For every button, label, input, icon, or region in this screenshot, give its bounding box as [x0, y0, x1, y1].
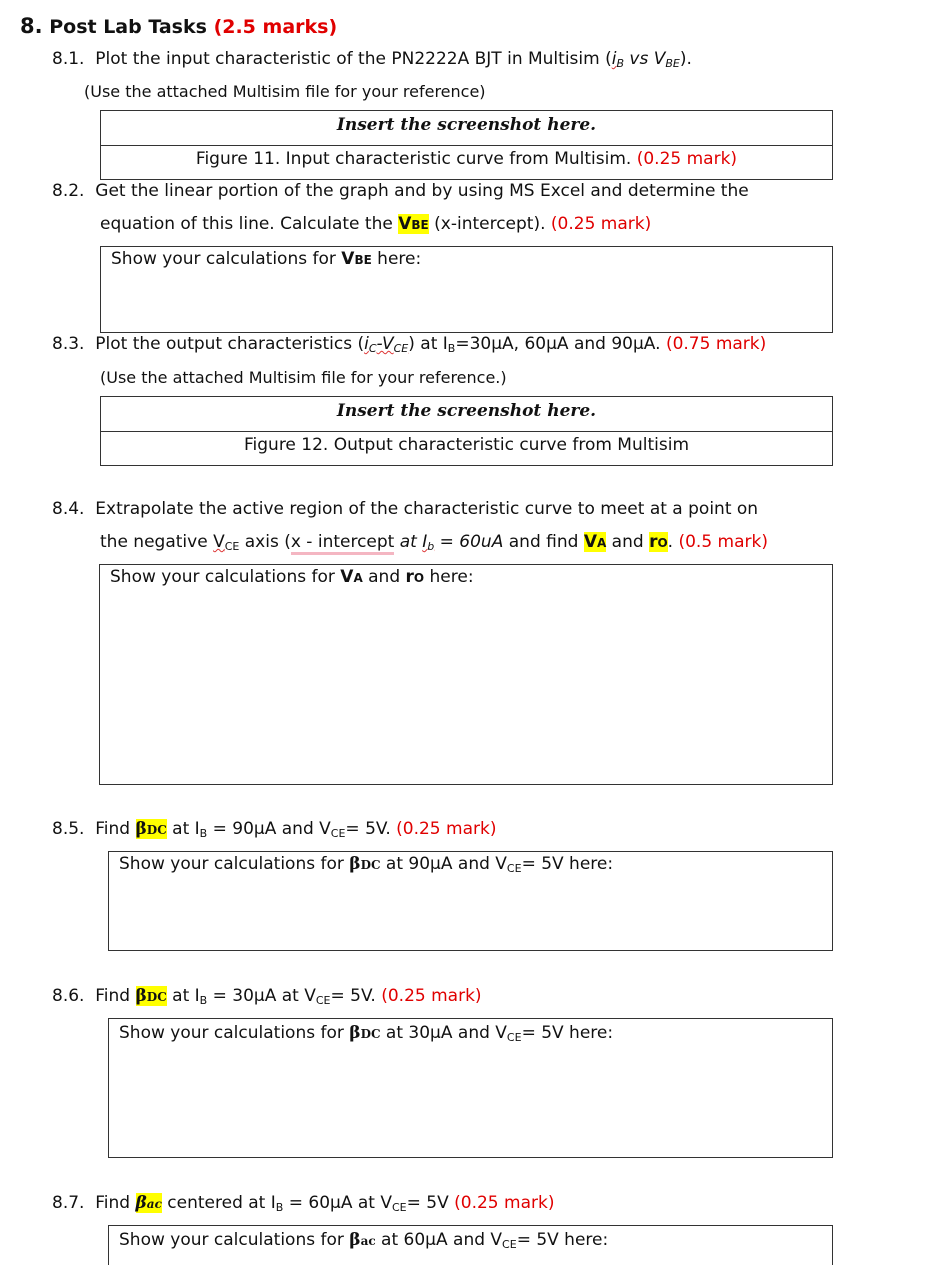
beta-dc-highlight: βDC: [135, 819, 167, 839]
task-number: 8.2.: [52, 181, 85, 201]
ro-highlight: rO: [649, 532, 668, 552]
task-marks: (0.25 mark): [454, 1193, 555, 1213]
section-marks: (2.5 marks): [213, 16, 338, 38]
task-text: Plot the input characteristic of the PN2222A BJT in Multisim (: [95, 49, 612, 69]
figure-12-caption: Figure 12. Output characteristic curve from Multisim: [243, 435, 690, 455]
answer-box-8-4[interactable]: [99, 564, 833, 785]
task-marks: (0.25 mark): [550, 214, 652, 234]
answer-box-8-6[interactable]: [108, 1018, 833, 1158]
section-heading: [20, 14, 337, 38]
figure-11-caption: Figure 11. Input characteristic curve from Multisim. (0.25 mark): [195, 149, 738, 169]
beta-ac-highlight: βac: [135, 1193, 162, 1213]
vce-symbol: VCE: [213, 532, 240, 553]
task-8-3-reference: (Use the attached Multisim file for your reference.): [100, 368, 507, 387]
task-number: 8.4.: [52, 499, 85, 519]
ib-symbol: iB: [611, 49, 625, 70]
answer-prompt: Show your calculations for βDC at 90µA and VCE= 5V here:: [119, 854, 614, 875]
task-text-line1: Get the linear portion of the graph and by using MS Excel and determine the: [95, 181, 749, 201]
task-8-1-reference: (Use the attached Multisim file for your reference): [84, 82, 486, 101]
answer-prompt: Show your calculations for VA and rO here:: [110, 567, 474, 587]
answer-box-8-7[interactable]: [108, 1225, 833, 1265]
answer-box-8-5[interactable]: [108, 851, 833, 951]
answer-box-8-2[interactable]: [100, 246, 833, 333]
task-8-3-heading: 8.3. Plot the output characteristics (iC-VCE) at IB=30µA, 60µA and 90µA. (0.75 mark): [52, 334, 767, 355]
answer-prompt: Show your calculations for βac at 60µA and VCE= 5V here:: [119, 1230, 609, 1251]
task-8-2-heading: [52, 181, 749, 201]
answer-prompt: Show your calculations for VBE here:: [111, 249, 422, 269]
task-number: 8.3.: [52, 334, 85, 354]
x-intercept-text: x - intercept: [291, 532, 395, 555]
section-number: 8.: [20, 14, 43, 38]
task-number: 8.6.: [52, 986, 85, 1006]
task-8-4-line2: the negative VCE axis (x - intercept at Ib = 60uA and find VA and rO. (0.5 mark): [100, 532, 768, 553]
task-marks: (0.25 mark): [381, 986, 482, 1006]
screenshot-box-8-1[interactable]: [100, 110, 833, 180]
screenshot-placeholder: Insert the screenshot here.: [336, 115, 597, 135]
task-number: 8.5.: [52, 819, 85, 839]
vs-vbe: vs VBE: [624, 49, 680, 70]
task-8-5-heading: 8.5. Find βDC at IB = 90µA and VCE= 5V. (0.25 mark): [52, 819, 497, 840]
screenshot-placeholder: Insert the screenshot here.: [336, 401, 597, 421]
task-8-2-line2: equation of this line. Calculate the VBE (x-intercept). (0.25 mark): [100, 214, 652, 234]
task-marks: (0.5 mark): [678, 532, 768, 552]
task-number: 8.7.: [52, 1193, 85, 1213]
va-highlight: VA: [583, 532, 607, 552]
task-8-7-heading: 8.7. Find βac centered at IB = 60µA at VCE= 5V (0.25 mark): [52, 1193, 555, 1214]
task-number: 8.1.: [52, 49, 85, 69]
box-divider: [101, 145, 832, 146]
section-title: Post Lab Tasks: [49, 16, 207, 38]
beta-dc-highlight: βDC: [135, 986, 167, 1006]
task-8-4-heading: 8.4. Extrapolate the active region of the characteristic curve to meet at a point on: [52, 499, 759, 519]
box-divider: [101, 431, 832, 432]
ic-vce-symbol: iC-VCE: [364, 334, 409, 355]
task-marks: (0.25 mark): [396, 819, 497, 839]
task-8-6-heading: 8.6. Find βDC at IB = 30µA at VCE= 5V. (0.25 mark): [52, 986, 482, 1007]
answer-prompt: Show your calculations for βDC at 30µA and VCE= 5V here:: [119, 1023, 614, 1044]
task-marks: (0.75 mark): [665, 334, 767, 354]
screenshot-box-8-3[interactable]: [100, 396, 833, 466]
vbe-highlight: VBE: [398, 214, 429, 234]
task-8-1-heading: 8.1. Plot the input characteristic of the PN2222A BJT in Multisim (iB vs VBE).: [52, 49, 692, 70]
